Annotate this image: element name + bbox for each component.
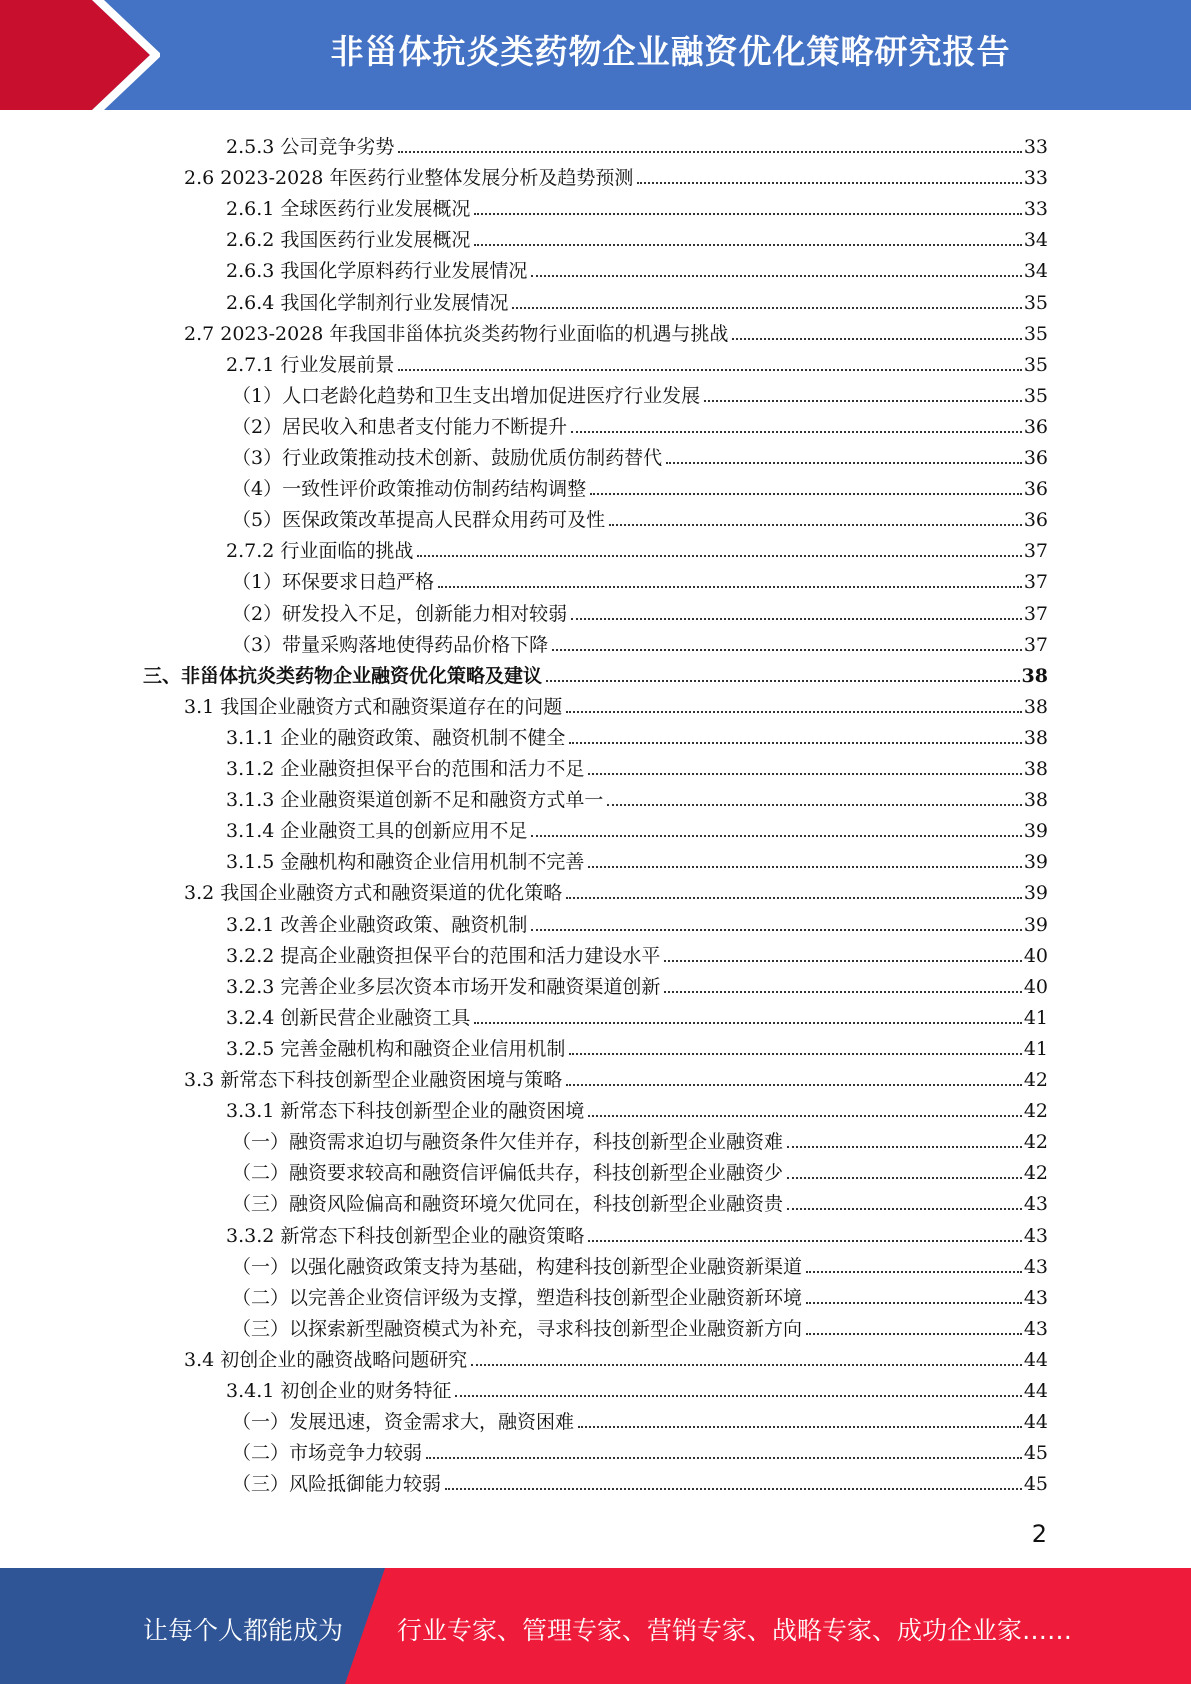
toc-entry[interactable]	[226, 221, 1048, 252]
toc-entry[interactable]	[226, 750, 1048, 781]
page-footer	[0, 1568, 1191, 1684]
toc-entry[interactable]	[226, 719, 1048, 750]
toc-entry-page: 34	[1023, 229, 1048, 252]
toc-entry[interactable]	[226, 532, 1048, 563]
toc-entry[interactable]	[232, 1185, 1048, 1216]
toc-entry-page: 35	[1023, 353, 1048, 376]
toc-entry-page: 42	[1023, 1100, 1048, 1123]
toc-entry-label: 3.1.3 企业融资渠道创新不足和融资方式单一	[226, 789, 604, 812]
toc-dot-leader	[571, 431, 1022, 433]
toc-entry-page: 39	[1023, 913, 1048, 936]
toc-entry[interactable]	[232, 439, 1048, 470]
toc-entry-page: 35	[1023, 322, 1048, 345]
toc-entry-label: 2.6.4 我国化学制剂行业发展情况	[226, 291, 509, 314]
toc-entry-page: 40	[1023, 944, 1048, 967]
toc-entry-label: （三）风险抵御能力较弱	[232, 1473, 442, 1496]
toc-entry-label: 3.2.3 完善企业多层次资本市场开发和融资渠道创新	[226, 975, 661, 998]
toc-dot-leader	[588, 866, 1021, 868]
toc-entry-label: 3.3 新常态下科技创新型企业融资困境与策略	[184, 1069, 563, 1091]
toc-entry-label: 3.1.2 企业融资担保平台的范围和活力不足	[226, 758, 585, 780]
toc-dot-leader	[571, 618, 1022, 620]
toc-dot-leader	[806, 1302, 1022, 1304]
page-number: 2	[1031, 1520, 1047, 1548]
toc-entry[interactable]	[232, 595, 1048, 626]
toc-dot-leader	[566, 711, 1022, 713]
toc-entry-label: （一）融资需求迫切与融资条件欠佳并存，科技创新型企业融资难	[232, 1131, 784, 1154]
toc-dot-leader	[398, 151, 1021, 153]
toc-entry-label: 2.6.2 我国医药行业发展概况	[226, 229, 471, 252]
toc-entry-label: （一）发展迅速，资金需求大，融资困难	[232, 1411, 575, 1434]
toc-entry-page: 43	[1023, 1286, 1048, 1309]
toc-dot-leader	[445, 1488, 1022, 1490]
toc-dot-leader	[588, 1240, 1021, 1242]
header-arrow-decoration	[0, 0, 160, 110]
toc-dot-leader	[426, 1457, 1022, 1459]
toc-entry[interactable]	[184, 1061, 1048, 1092]
toc-entry-page: 35	[1023, 384, 1048, 407]
toc-entry-page: 39	[1023, 851, 1048, 874]
toc-entry[interactable]	[226, 1030, 1048, 1061]
toc-entry-page: 41	[1023, 1006, 1048, 1029]
toc-entry-label: 3.2.2 提高企业融资担保平台的范围和活力建设水平	[226, 944, 661, 967]
toc-entry-label: （1）环保要求日趋严格	[232, 571, 435, 594]
toc-entry-page: 36	[1023, 415, 1048, 438]
toc-entry-page: 33	[1023, 167, 1048, 190]
toc-entry[interactable]	[184, 159, 1048, 190]
toc-entry-page: 44	[1023, 1348, 1048, 1371]
toc-entry[interactable]	[226, 346, 1048, 377]
toc-entry-page: 43	[1023, 1317, 1048, 1340]
toc-entry[interactable]	[226, 1092, 1048, 1123]
toc-entry-page: 42	[1023, 1069, 1048, 1091]
toc-dot-leader	[474, 213, 1021, 215]
toc-entry-page: 35	[1023, 291, 1048, 314]
toc-dot-leader	[546, 680, 1020, 682]
toc-entry-label: 3.1 我国企业融资方式和融资渠道存在的问题	[184, 695, 563, 718]
toc-entry[interactable]	[226, 843, 1048, 874]
toc-entry-label: （1）人口老龄化趋势和卫生支出增加促进医疗行业发展	[232, 384, 701, 407]
toc-entry-page: 45	[1023, 1442, 1048, 1465]
toc-dot-leader	[474, 244, 1021, 246]
toc-entry-label: 2.5.3 公司竞争劣势	[226, 136, 395, 158]
toc-entry[interactable]	[232, 1434, 1048, 1465]
toc-entry[interactable]	[226, 999, 1048, 1030]
toc-entry-label: （3）带量采购落地使得药品价格下降	[232, 633, 549, 656]
toc-dot-leader	[531, 835, 1021, 837]
toc-dot-leader	[806, 1333, 1022, 1335]
toc-dot-leader	[787, 1146, 1022, 1148]
toc-entry[interactable]	[226, 781, 1048, 812]
toc-entry-page: 33	[1023, 198, 1048, 221]
toc-entry-label: 2.6.1 全球医药行业发展概况	[226, 198, 471, 221]
toc-entry-page: 38	[1023, 789, 1048, 812]
toc-entry-label: 3.1.4 企业融资工具的创新应用不足	[226, 820, 528, 843]
toc-dot-leader	[398, 369, 1021, 371]
toc-dot-leader	[607, 804, 1021, 806]
toc-entry-page: 37	[1023, 540, 1048, 563]
toc-entry-label: （一）以强化融资政策支持为基础，构建科技创新型企业融资新渠道	[232, 1255, 803, 1278]
toc-entry-page: 36	[1023, 478, 1048, 501]
toc-entry[interactable]	[232, 1310, 1048, 1341]
toc-entry-label: 2.6.3 我国化学原料药行业发展情况	[226, 260, 528, 283]
toc-dot-leader	[566, 1084, 1022, 1086]
toc-entry[interactable]	[184, 874, 1048, 905]
toc-entry[interactable]	[226, 1372, 1048, 1403]
toc-entry[interactable]	[226, 128, 1048, 159]
toc-entry[interactable]	[232, 501, 1048, 532]
toc-entry-label: （4）一致性评价政策推动仿制药结构调整	[232, 478, 587, 501]
toc-entry-label: 2.7.2 行业面临的挑战	[226, 540, 414, 563]
toc-dot-leader	[417, 555, 1021, 557]
toc-entry-page: 43	[1023, 1193, 1048, 1216]
toc-entry-label: 2.6 2023-2028 年医药行业整体发展分析及趋势预测	[184, 167, 634, 190]
toc-entry-label: （三）融资风险偏高和融资环境欠优同在，科技创新型企业融资贵	[232, 1193, 784, 1216]
toc-entry-label: （三）以探索新型融资模式为补充，寻求科技创新型企业融资新方向	[232, 1317, 803, 1340]
toc-entry-page: 34	[1023, 260, 1048, 283]
toc-entry-label: 3.3.1 新常态下科技创新型企业的融资困境	[226, 1100, 585, 1123]
toc-entry-label: 3.4.1 初创企业的财务特征	[226, 1380, 452, 1402]
toc-entry[interactable]	[232, 1123, 1048, 1154]
toc-entry-label: 3.1.5 金融机构和融资企业信用机制不完善	[226, 851, 585, 874]
toc-entry[interactable]	[226, 284, 1048, 315]
toc-entry[interactable]	[232, 1403, 1048, 1434]
toc-entry[interactable]	[232, 1154, 1048, 1185]
toc-entry-label: 3.1.1 企业的融资政策、融资机制不健全	[226, 726, 566, 749]
toc-dot-leader	[666, 462, 1022, 464]
toc-entry-page: 42	[1023, 1162, 1048, 1185]
toc-entry-label: （二）以完善企业资信评级为支撑，塑造科技创新型企业融资新环境	[232, 1286, 803, 1309]
footer-slogan-right: 行业专家、管理专家、营销专家、战略专家、成功企业家……	[397, 1616, 1073, 1645]
toc-entry-page: 38	[1023, 726, 1048, 749]
toc-entry-page: 43	[1023, 1224, 1048, 1247]
toc-entry-page: 38	[1021, 664, 1048, 687]
toc-dot-leader	[664, 991, 1021, 993]
toc-entry-page: 43	[1023, 1255, 1048, 1278]
toc-entry-page: 37	[1023, 602, 1048, 625]
toc-entry-page: 37	[1023, 571, 1048, 594]
toc-entry-page: 39	[1023, 882, 1048, 905]
toc-entry[interactable]	[226, 1217, 1048, 1248]
toc-entry-page: 36	[1023, 509, 1048, 532]
toc-entry-page: 38	[1023, 758, 1048, 780]
toc-dot-leader	[438, 586, 1022, 588]
toc-dot-leader	[578, 1426, 1022, 1428]
toc-entry[interactable]	[232, 408, 1048, 439]
toc-dot-leader	[569, 742, 1021, 744]
toc-entry-page: 45	[1023, 1473, 1048, 1496]
toc-entry-label: 3.2 我国企业融资方式和融资渠道的优化策略	[184, 882, 563, 905]
toc-dot-leader	[531, 275, 1021, 277]
toc-dot-leader	[664, 960, 1021, 962]
toc-entry[interactable]	[226, 937, 1048, 968]
toc-entry[interactable]	[232, 470, 1048, 501]
toc-dot-leader	[531, 929, 1021, 931]
toc-entry-page: 40	[1023, 975, 1048, 998]
toc-dot-leader	[471, 1364, 1022, 1366]
toc-dot-leader	[609, 524, 1022, 526]
footer-slogan-left: 让每个人都能成为	[143, 1616, 344, 1645]
toc-dot-leader	[637, 182, 1021, 184]
toc-entry[interactable]	[232, 1279, 1048, 1310]
toc-entry-page: 33	[1023, 136, 1048, 158]
toc-entry-label: 3.4 初创企业的融资战略问题研究	[184, 1348, 468, 1371]
toc-entry-label: （二）市场竞争力较弱	[232, 1442, 423, 1465]
toc-entry-page: 42	[1023, 1131, 1048, 1154]
toc-entry[interactable]	[226, 812, 1048, 843]
toc-dot-leader	[704, 400, 1022, 402]
toc-entry-label: （2）研发投入不足，创新能力相对较弱	[232, 602, 568, 625]
toc-dot-leader	[552, 649, 1022, 651]
toc-entry[interactable]	[232, 626, 1048, 657]
toc-entry-label: （5）医保政策改革提高人民群众用药可及性	[232, 509, 606, 532]
toc-dot-leader	[566, 897, 1022, 899]
toc-entry[interactable]	[232, 563, 1048, 594]
toc-entry[interactable]	[184, 315, 1048, 346]
toc-dot-leader	[787, 1177, 1022, 1179]
toc-entry[interactable]	[143, 657, 1048, 688]
toc-dot-leader	[569, 1053, 1021, 1055]
toc-entry[interactable]	[232, 1465, 1048, 1496]
toc-dot-leader	[590, 493, 1022, 495]
toc-entry[interactable]	[226, 252, 1048, 283]
toc-dot-leader	[455, 1395, 1021, 1397]
toc-entry[interactable]	[226, 190, 1048, 221]
toc-entry[interactable]	[232, 377, 1048, 408]
report-title: 非甾体抗炎类药物企业融资优化策略研究报告	[330, 32, 1011, 71]
toc-entry-label: 2.7.1 行业发展前景	[226, 353, 395, 376]
toc-entry[interactable]	[226, 968, 1048, 999]
toc-entry-label: 3.2.5 完善金融机构和融资企业信用机制	[226, 1037, 566, 1060]
toc-entry-page: 37	[1023, 633, 1048, 656]
toc-dot-leader	[732, 338, 1021, 340]
toc-dot-leader	[588, 773, 1021, 775]
toc-entry-page: 36	[1023, 447, 1048, 469]
toc-entry-label: 2.7 2023-2028 年我国非甾体抗炎类药物行业面临的机遇与挑战	[184, 322, 729, 345]
toc-entry-page: 41	[1023, 1037, 1048, 1060]
toc-dot-leader	[512, 307, 1021, 309]
toc-entry-label: （2）居民收入和患者支付能力不断提升	[232, 415, 568, 438]
toc-entry-label: 3.2.1 改善企业融资政策、融资机制	[226, 913, 528, 936]
toc-entry-label: 三、非甾体抗炎类药物企业融资优化策略及建议	[143, 664, 543, 687]
toc-entry-page: 39	[1023, 820, 1048, 843]
toc-entry-label: 3.2.4 创新民营企业融资工具	[226, 1006, 471, 1029]
toc-entry[interactable]	[232, 1248, 1048, 1279]
toc-entry-page: 38	[1023, 695, 1048, 718]
toc-entry-label: 3.3.2 新常态下科技创新型企业的融资策略	[226, 1224, 585, 1247]
toc-entry-label: （二）融资要求较高和融资信评偏低共存，科技创新型企业融资少	[232, 1162, 784, 1185]
toc-entry-page: 44	[1023, 1411, 1048, 1434]
toc-dot-leader	[806, 1271, 1022, 1273]
toc-dot-leader	[474, 1022, 1021, 1024]
toc-entry[interactable]	[184, 688, 1048, 719]
toc-dot-leader	[588, 1115, 1021, 1117]
toc-entry[interactable]	[184, 1341, 1048, 1372]
toc-entry-label: （3）行业政策推动技术创新、鼓励优质仿制药替代	[232, 447, 663, 469]
toc-dot-leader	[787, 1208, 1022, 1210]
toc-entry-page: 44	[1023, 1380, 1048, 1402]
toc-entry[interactable]	[226, 906, 1048, 937]
page-header	[0, 0, 1191, 110]
